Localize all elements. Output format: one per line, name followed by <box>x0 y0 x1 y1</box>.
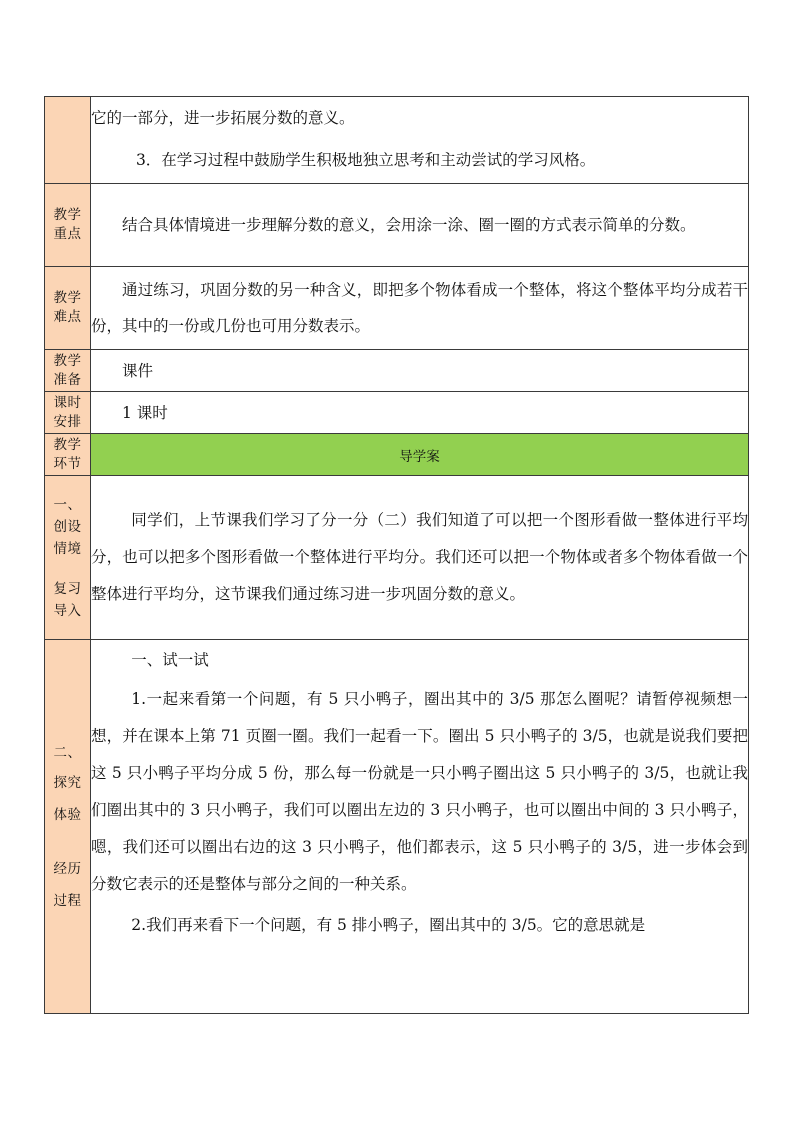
key-points-content <box>91 184 749 267</box>
preparation-content <box>91 350 749 392</box>
hours-content <box>91 392 749 434</box>
difficulties-content <box>91 267 749 350</box>
preparation-label: 教学 准备 <box>45 350 91 392</box>
section1-row <box>45 476 749 640</box>
hours-text: 1 课时 <box>122 403 168 422</box>
stage-label: 教学 环节 <box>45 434 91 476</box>
section2-label: 二、 探究 体验 经历 过程 <box>45 640 91 1014</box>
lesson-plan-table <box>44 96 749 1014</box>
key-points-text: 结合具体情境进一步理解分数的意义，会用涂一涂、圈一圈的方式表示简单的分数。 <box>122 216 696 234</box>
section2-heading: 一、试一试 <box>131 651 209 669</box>
difficulties-text: 通过练习，巩固分数的另一种含义，即把多个物体看成一个整体，将这个整体平均分成若干份，其中的一份或几份也可用分数表示。 <box>91 281 748 335</box>
key-points-label: 教学 重点 <box>45 184 91 267</box>
section2-paragraph-2: 2.我们再来看下一个问题，有 5 排小鸭子，圈出其中的 3/5。它的意思就是 <box>131 916 646 934</box>
difficulties-row <box>45 267 749 350</box>
difficulties-label: 教学 难点 <box>45 267 91 350</box>
preparation-row <box>45 350 749 392</box>
section1-content <box>91 476 749 640</box>
objectives-line-2: 3．在学习过程中鼓励学生积极地独立思考和主动尝试的学习风格。 <box>135 151 596 169</box>
hours-row <box>45 392 749 434</box>
stage-row <box>45 434 749 476</box>
section1-text: 同学们，上节课我们学习了分一分（二）我们知道了可以把一个图形看做一整体进行平均分，也可以把多个图形看做一个整体进行平均分。我们还可以把一个物体或者多个物体看做一个整体进行平均分，这节课我们通过练习进一步巩固分数的意义。 <box>91 511 748 603</box>
objectives-content-cell <box>91 97 749 184</box>
section2-paragraph-1: 1.一起来看第一个问题，有 5 只小鸭子，圈出其中的 3/5 那怎么圈呢？请暂停视频想一想，并在课本上第 71 页圈一圈。我们一起看一下。圈出 5 只小鸭子的 3/5，也就是说我们要把这 5 只小鸭子平均分成 5 份，那么每一份就是一只小鸭子圈出这 5 只小鸭子的 3/5，也就让我们圈出其中的 3 只小鸭子，我们可以圈出左边的 3 只小鸭子，也可以圈出中间的 3 只小鸭子，嗯，我们还可以圈出右边的这 3 只小鸭子，他们都表示，这 5 只小鸭子的 3/5，进一步体会到分数它表示的还是整体与部分之间的一种关系。 <box>91 690 748 893</box>
guide-plan-header: 导学案 <box>91 434 749 476</box>
section2-content <box>91 640 749 1014</box>
preparation-text: 课件 <box>122 361 154 380</box>
key-points-row <box>45 184 749 267</box>
objectives-label-cell <box>45 97 91 184</box>
section2-row <box>45 640 749 1014</box>
objectives-line-1: 它的一部分，进一步拓展分数的意义。 <box>91 109 355 127</box>
objectives-continued-row <box>45 97 749 184</box>
section1-label: 一、 创设 情境 复习 导入 <box>45 476 91 640</box>
hours-label: 课时 安排 <box>45 392 91 434</box>
